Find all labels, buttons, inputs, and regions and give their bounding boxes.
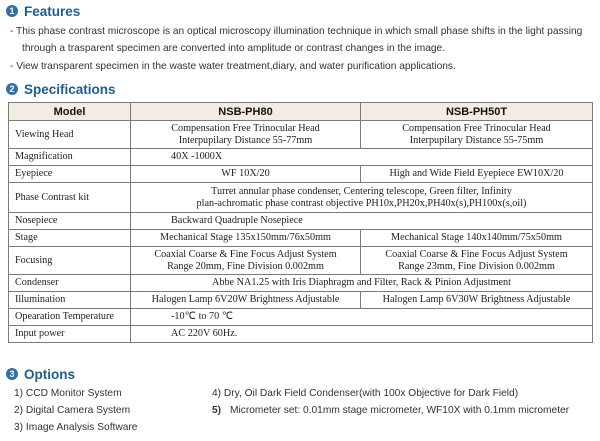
options-section-heading [6,366,75,382]
table-row [9,166,593,183]
table-row [9,149,593,166]
table-row [9,121,593,149]
header-model: Model [9,103,131,121]
option-item-3: 3) Image Analysis Software [14,422,138,433]
cell-ph50t: High and Wide Field Eyepiece EW10X/20 [361,166,593,183]
row-label: Illumination [9,292,131,309]
option-item-5-text: Micrometer set: 0.01mm stage micrometer, WF10X with 0.1mm micrometer [230,405,570,416]
cell-merged: Backward Quadruple Nosepiece [131,213,593,230]
table-header-row [9,103,593,121]
table-row [9,309,593,326]
cell-merged: AC 220V 60Hz. [131,326,593,343]
cell-merged: -10℃ to 70 ℃ [131,309,593,326]
cell-ph80: Compensation Free Trinocular Head Interpupilary Distance 55-77mm [131,121,361,149]
row-label: Focusing [9,247,131,275]
option-item-1: 1) CCD Monitor System [14,388,122,399]
header-nsb-ph50t: NSB-PH50T [361,103,593,121]
cell-ph80: WF 10X/20 [131,166,361,183]
cell-merged: Abbe NA1.25 with Iris Diaphragm and Filter, Rack & Pinion Adjustment [131,275,593,292]
specifications-table [8,102,593,343]
table-row [9,230,593,247]
row-label: Opearation Temperature [9,309,131,326]
cell-ph50t: Compensation Free Trinocular Head Interpupilary Distance 55-75mm [361,121,593,149]
option-item-2: 2) Digital Camera System [14,405,131,416]
row-label: Nosepiece [9,213,131,230]
cell-ph50t: Mechanical Stage 140x140mm/75x50mm [361,230,593,247]
specifications-title: Specifications [24,81,116,97]
header-nsb-ph80: NSB-PH80 [131,103,361,121]
cell-ph80: Coaxial Coarse & Fine Focus Adjust System Range 20mm, Fine Division 0.002mm [131,247,361,275]
table-row [9,183,593,213]
options-title: Options [24,366,75,382]
option-item-4: 4) Dry, Oil Dark Field Condenser(with 100x Objective for Dark Field) [212,388,519,399]
features-badge: 1 [6,5,18,17]
table-row [9,247,593,275]
table-row [9,213,593,230]
table-row [9,326,593,343]
table-row [9,292,593,309]
row-label: Condenser [9,275,131,292]
feature-line-3: - View transparent specimen in the waste water treatment,diary, and water purification applications. [10,61,456,72]
table-row [9,275,593,292]
features-section-heading [6,3,80,19]
feature-line-1: - This phase contrast microscope is an optical microscopy illumination technique in which small phase shifts in the light passing [10,26,583,37]
cell-ph80: Mechanical Stage 135x150mm/76x50mm [131,230,361,247]
row-label: Magnification [9,149,131,166]
row-label: Input power [9,326,131,343]
row-label: Stage [9,230,131,247]
feature-line-2: through a trasparent specimen are converted into amplitude or contrast changes in the image. [22,43,446,54]
cell-merged: 40X -1000X [131,149,593,166]
option-item-5-number: 5) [212,405,222,416]
row-label: Eyepiece [9,166,131,183]
cell-ph80: Halogen Lamp 6V20W Brightness Adjustable [131,292,361,309]
specifications-section-heading [6,81,116,97]
cell-ph50t: Coaxial Coarse & Fine Focus Adjust System Range 23mm, Fine Division 0.002mm [361,247,593,275]
specifications-badge: 2 [6,83,18,95]
cell-merged: Turret annular phase condenser, Centering telescope, Green filter, Infinity plan-achromatic phase contrast objective PH10x,PH20x,PH40x(s),PH100x(s,oil) [131,183,593,213]
row-label: Viewing Head [9,121,131,149]
cell-ph50t: Halogen Lamp 6V30W Brightness Adjustable [361,292,593,309]
features-title: Features [24,3,81,19]
row-label: Phase Contrast kit [9,183,131,213]
options-badge: 3 [6,368,18,380]
